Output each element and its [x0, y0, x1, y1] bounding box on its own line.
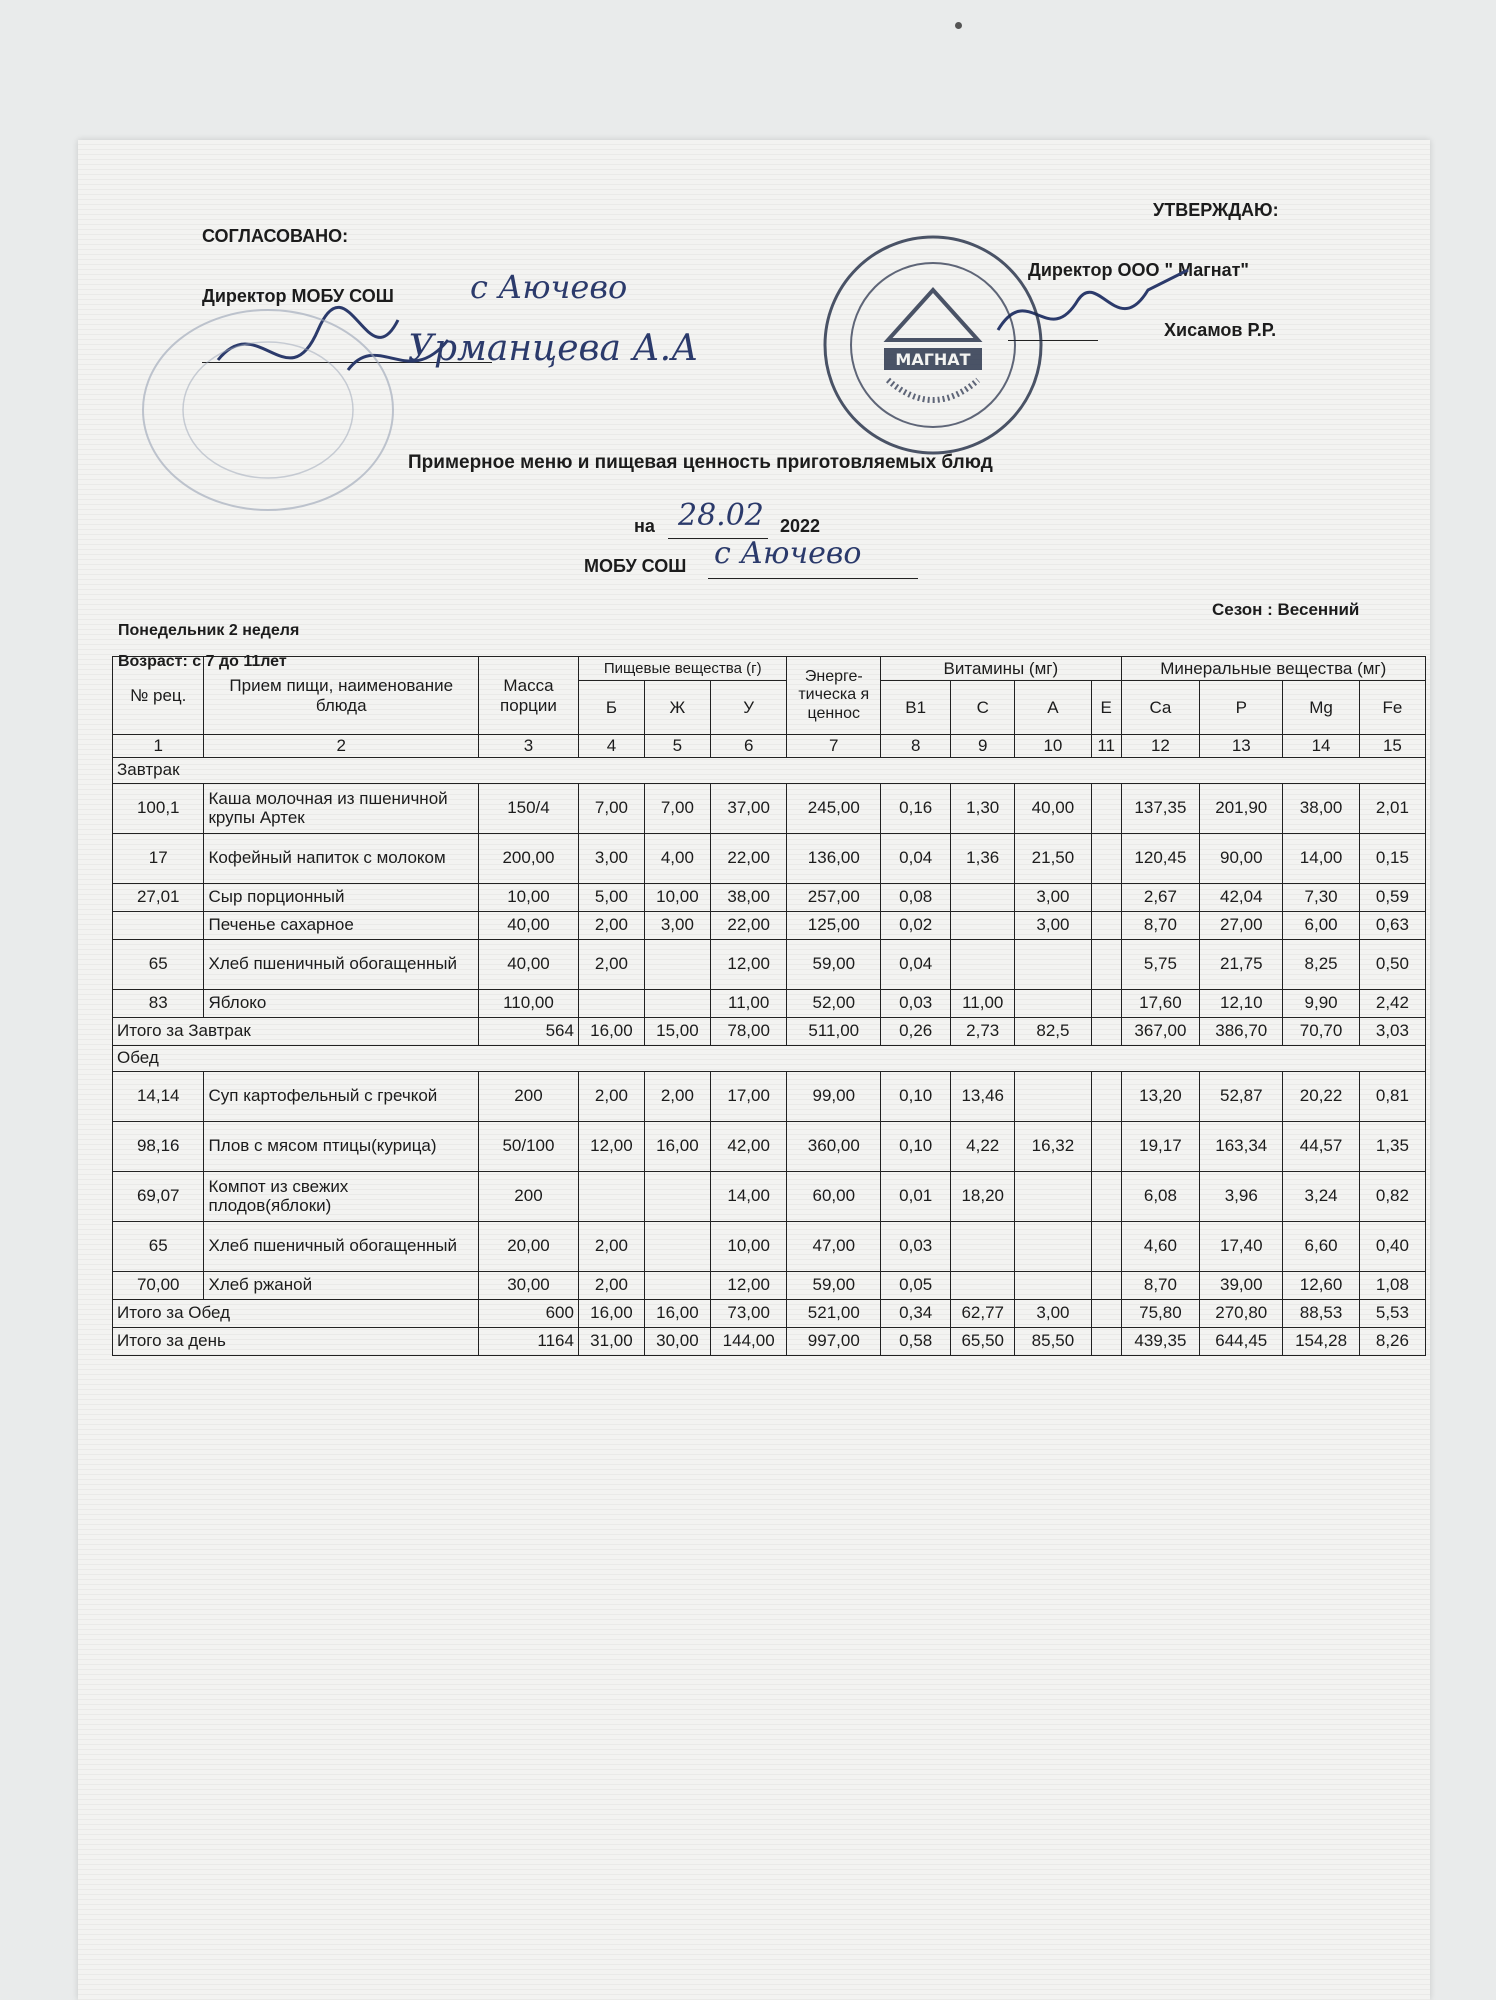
- approve-position: Директор ООО " Магнат": [1028, 260, 1249, 280]
- total-cell: 78,00: [710, 1017, 787, 1045]
- table-cell: 12,10: [1200, 989, 1283, 1017]
- table-cell: 3,00: [1015, 883, 1092, 911]
- table-row: [113, 1071, 1426, 1121]
- total-cell: 600: [478, 1299, 578, 1327]
- table-cell: 0,82: [1359, 1171, 1425, 1221]
- camera-speck: [955, 22, 962, 29]
- column-number: 10: [1015, 735, 1092, 758]
- table-cell: [1015, 1271, 1092, 1299]
- table-cell: 4,00: [644, 833, 710, 883]
- total-cell: 70,70: [1283, 1017, 1360, 1045]
- table-cell: [578, 1171, 644, 1221]
- header-sub: С: [951, 681, 1015, 735]
- section-row: [113, 757, 1426, 783]
- table-cell: 3,24: [1283, 1171, 1360, 1221]
- table-cell: [644, 1271, 710, 1299]
- table-row: [113, 989, 1426, 1017]
- total-cell: 15,00: [644, 1017, 710, 1045]
- company-stamp: [818, 230, 1048, 460]
- table-cell: 12,00: [578, 1121, 644, 1171]
- table-cell: [951, 1271, 1015, 1299]
- table-cell: 0,63: [1359, 911, 1425, 939]
- table-row: [113, 1171, 1426, 1221]
- total-cell: 16,00: [644, 1299, 710, 1327]
- table-cell: 21,50: [1015, 833, 1092, 883]
- day-total-cell: 644,45: [1200, 1327, 1283, 1355]
- column-number: 13: [1200, 735, 1283, 758]
- table-cell: 7,30: [1283, 883, 1360, 911]
- total-cell: 16,00: [578, 1299, 644, 1327]
- day-total-label: Итого за день: [113, 1327, 479, 1355]
- document-title: Примерное меню и пищевая ценность приготовляемых блюд: [408, 452, 993, 473]
- header-portion: Масса порции: [478, 657, 578, 735]
- school-line: [708, 578, 918, 579]
- table-row: [113, 911, 1426, 939]
- table-cell: 0,50: [1359, 939, 1425, 989]
- table-cell: [1015, 939, 1092, 989]
- table-cell: 98,16: [113, 1121, 204, 1171]
- day-total-cell: 144,00: [710, 1327, 787, 1355]
- table-cell: [1015, 1171, 1092, 1221]
- total-cell: 386,70: [1200, 1017, 1283, 1045]
- table-cell: 120,45: [1121, 833, 1200, 883]
- header-sub: Mg: [1283, 681, 1360, 735]
- table-cell: [1091, 1171, 1121, 1221]
- table-cell: 0,04: [881, 833, 951, 883]
- column-number: 4: [578, 735, 644, 758]
- table-cell: 5,75: [1121, 939, 1200, 989]
- table-cell: 11,00: [710, 989, 787, 1017]
- table-cell: 2,67: [1121, 883, 1200, 911]
- table-cell: 27,00: [1200, 911, 1283, 939]
- table-cell: 2,01: [1359, 783, 1425, 833]
- table-cell: 0,10: [881, 1121, 951, 1171]
- day-total-row: [113, 1327, 1426, 1355]
- table-cell: [951, 883, 1015, 911]
- table-cell: 69,07: [113, 1171, 204, 1221]
- table-row: [113, 1271, 1426, 1299]
- day-label: Понедельник 2 неделя: [118, 622, 300, 639]
- table-cell: [1091, 1221, 1121, 1271]
- table-cell: 163,34: [1200, 1121, 1283, 1171]
- total-cell: 75,80: [1121, 1299, 1200, 1327]
- table-cell: 70,00: [113, 1271, 204, 1299]
- table-cell: 38,00: [1283, 783, 1360, 833]
- column-number: 15: [1359, 735, 1425, 758]
- table-cell: 0,40: [1359, 1221, 1425, 1271]
- table-cell: 125,00: [787, 911, 881, 939]
- table-cell: 110,00: [478, 989, 578, 1017]
- table-row: [113, 1221, 1426, 1271]
- header-meal-name: Прием пищи, наименование блюда: [204, 657, 478, 735]
- table-cell: 9,90: [1283, 989, 1360, 1017]
- total-cell: 88,53: [1283, 1299, 1360, 1327]
- table-cell: 6,60: [1283, 1221, 1360, 1271]
- total-cell: 16,00: [578, 1017, 644, 1045]
- dish-name-cell: Хлеб ржаной: [204, 1271, 478, 1299]
- table-cell: 3,00: [578, 833, 644, 883]
- table-cell: [1015, 1221, 1092, 1271]
- table-cell: 1,30: [951, 783, 1015, 833]
- table-cell: 3,96: [1200, 1171, 1283, 1221]
- total-cell: 367,00: [1121, 1017, 1200, 1045]
- table-cell: 22,00: [710, 833, 787, 883]
- table-cell: 257,00: [787, 883, 881, 911]
- total-cell: 511,00: [787, 1017, 881, 1045]
- table-cell: 52,87: [1200, 1071, 1283, 1121]
- header-sub: Е: [1091, 681, 1121, 735]
- column-number: 11: [1091, 735, 1121, 758]
- table-row: [113, 833, 1426, 883]
- table-cell: 2,00: [578, 1221, 644, 1271]
- header-sub: Fe: [1359, 681, 1425, 735]
- age-label: Возраст: с 7 до 11лет: [118, 653, 287, 670]
- table-cell: 65: [113, 939, 204, 989]
- table-cell: [1015, 989, 1092, 1017]
- day-total-cell: [1091, 1327, 1121, 1355]
- total-cell: 3,00: [1015, 1299, 1092, 1327]
- dish-name-cell: Яблоко: [204, 989, 478, 1017]
- table-cell: 12,00: [710, 939, 787, 989]
- total-label: Итого за Обед: [113, 1299, 479, 1327]
- dish-name-cell: Суп картофельный с гречкой: [204, 1071, 478, 1121]
- table-cell: 1,35: [1359, 1121, 1425, 1171]
- total-cell: 73,00: [710, 1299, 787, 1327]
- total-cell: 3,03: [1359, 1017, 1425, 1045]
- table-cell: 0,01: [881, 1171, 951, 1221]
- agreed-place-handwritten: с Аючево: [470, 268, 628, 306]
- table-cell: 90,00: [1200, 833, 1283, 883]
- day-total-cell: 997,00: [787, 1327, 881, 1355]
- table-cell: 200: [478, 1071, 578, 1121]
- table-cell: 6,00: [1283, 911, 1360, 939]
- day-total-cell: 65,50: [951, 1327, 1015, 1355]
- dish-name-cell: Хлеб пшеничный обогащенный: [204, 1221, 478, 1271]
- agreed-label: СОГЛАСОВАНО:: [202, 226, 349, 246]
- header-recipe-no: № рец.: [113, 657, 204, 735]
- table-cell: 360,00: [787, 1121, 881, 1171]
- table-cell: 5,00: [578, 883, 644, 911]
- table-cell: 27,01: [113, 883, 204, 911]
- dish-name-cell: Кофейный напиток с молоком: [204, 833, 478, 883]
- school-stamp: [138, 300, 398, 520]
- column-number: 5: [644, 735, 710, 758]
- table-cell: 30,00: [478, 1271, 578, 1299]
- day-total-cell: 0,58: [881, 1327, 951, 1355]
- table-cell: 38,00: [710, 883, 787, 911]
- school-handwritten: с Аючево: [714, 536, 862, 571]
- table-cell: [644, 989, 710, 1017]
- table-cell: [1091, 1121, 1121, 1171]
- column-number: 7: [787, 735, 881, 758]
- table-cell: 2,00: [578, 939, 644, 989]
- column-number: 9: [951, 735, 1015, 758]
- day-total-cell: 31,00: [578, 1327, 644, 1355]
- table-cell: 1,08: [1359, 1271, 1425, 1299]
- table-cell: 14,00: [710, 1171, 787, 1221]
- day-total-cell: 85,50: [1015, 1327, 1092, 1355]
- table-cell: 20,22: [1283, 1071, 1360, 1121]
- year: 2022: [780, 516, 821, 536]
- header-nutrients: Пищевые вещества (г): [578, 657, 787, 681]
- season-label: Сезон : Весенний: [1212, 600, 1360, 619]
- dish-name-cell: Хлеб пшеничный обогащенный: [204, 939, 478, 989]
- table-cell: 0,03: [881, 989, 951, 1017]
- school-label: МОБУ СОШ: [584, 556, 687, 576]
- table-cell: [1091, 1071, 1121, 1121]
- total-row: [113, 1017, 1426, 1045]
- total-cell: 564: [478, 1017, 578, 1045]
- table-cell: 39,00: [1200, 1271, 1283, 1299]
- total-cell: 0,26: [881, 1017, 951, 1045]
- table-cell: [113, 911, 204, 939]
- agreed-position: Директор МОБУ СОШ: [202, 286, 394, 306]
- table-cell: 10,00: [710, 1221, 787, 1271]
- column-number: 3: [478, 735, 578, 758]
- nutrition-table: [112, 656, 1426, 1356]
- table-cell: 200,00: [478, 833, 578, 883]
- day-total-cell: 1164: [478, 1327, 578, 1355]
- table-cell: 52,00: [787, 989, 881, 1017]
- table-cell: 0,16: [881, 783, 951, 833]
- header-sub: В1: [881, 681, 951, 735]
- table-row: [113, 783, 1426, 833]
- day-total-cell: 154,28: [1283, 1327, 1360, 1355]
- table-cell: 17: [113, 833, 204, 883]
- table-cell: 40,00: [1015, 783, 1092, 833]
- table-cell: 83: [113, 989, 204, 1017]
- dish-name-cell: Печенье сахарное: [204, 911, 478, 939]
- total-cell: 2,73: [951, 1017, 1015, 1045]
- table-cell: 13,20: [1121, 1071, 1200, 1121]
- table-cell: 0,05: [881, 1271, 951, 1299]
- column-number: 6: [710, 735, 787, 758]
- table-cell: 17,60: [1121, 989, 1200, 1017]
- day-total-cell: 439,35: [1121, 1327, 1200, 1355]
- approve-name: Хисамов Р.Р.: [1164, 320, 1277, 340]
- stamp-text: МАГНАТ: [895, 350, 971, 369]
- table-cell: 245,00: [787, 783, 881, 833]
- table-cell: 44,57: [1283, 1121, 1360, 1171]
- total-cell: 270,80: [1200, 1299, 1283, 1327]
- dish-name-cell: Каша молочная из пшеничной крупы Артек: [204, 783, 478, 833]
- column-number: 1: [113, 735, 204, 758]
- table-cell: 12,60: [1283, 1271, 1360, 1299]
- table-cell: 7,00: [644, 783, 710, 833]
- header-sub: Ж: [644, 681, 710, 735]
- total-cell: [1091, 1299, 1121, 1327]
- table-cell: 42,00: [710, 1121, 787, 1171]
- dish-name-cell: Сыр порционный: [204, 883, 478, 911]
- table-cell: 37,00: [710, 783, 787, 833]
- table-cell: 11,00: [951, 989, 1015, 1017]
- table-cell: 0,15: [1359, 833, 1425, 883]
- table-cell: 2,42: [1359, 989, 1425, 1017]
- table-cell: 100,1: [113, 783, 204, 833]
- table-cell: 42,04: [1200, 883, 1283, 911]
- date-prefix: на: [634, 516, 655, 536]
- table-cell: 17,40: [1200, 1221, 1283, 1271]
- table-row: [113, 1121, 1426, 1171]
- approve-label: УТВЕРЖДАЮ:: [1153, 200, 1279, 220]
- table-cell: 0,81: [1359, 1071, 1425, 1121]
- total-cell: 62,77: [951, 1299, 1015, 1327]
- dish-name-cell: Компот из свежих плодов(яблоки): [204, 1171, 478, 1221]
- table-cell: 40,00: [478, 911, 578, 939]
- total-row: [113, 1299, 1426, 1327]
- header-sub: У: [710, 681, 787, 735]
- table-cell: 21,75: [1200, 939, 1283, 989]
- table-cell: [951, 939, 1015, 989]
- table-cell: 3,00: [644, 911, 710, 939]
- table-row: [113, 939, 1426, 989]
- table-cell: [951, 911, 1015, 939]
- table-cell: [1091, 833, 1121, 883]
- table-cell: 7,00: [578, 783, 644, 833]
- section-row: [113, 1045, 1426, 1071]
- dish-name-cell: Плов с мясом птицы(курица): [204, 1121, 478, 1171]
- table-cell: [644, 1221, 710, 1271]
- table-cell: 12,00: [710, 1271, 787, 1299]
- table-cell: 4,22: [951, 1121, 1015, 1171]
- table-cell: 16,32: [1015, 1121, 1092, 1171]
- table-cell: 8,70: [1121, 911, 1200, 939]
- table-cell: 13,46: [951, 1071, 1015, 1121]
- table-cell: 14,14: [113, 1071, 204, 1121]
- table-cell: 200: [478, 1171, 578, 1221]
- table-cell: 3,00: [1015, 911, 1092, 939]
- total-label: Итого за Завтрак: [113, 1017, 479, 1045]
- table-cell: 40,00: [478, 939, 578, 989]
- total-cell: 5,53: [1359, 1299, 1425, 1327]
- table-cell: 18,20: [951, 1171, 1015, 1221]
- header-vitamins: Витамины (мг): [881, 657, 1121, 681]
- day-total-cell: 30,00: [644, 1327, 710, 1355]
- table-cell: 2,00: [578, 911, 644, 939]
- table-cell: [1091, 883, 1121, 911]
- table-cell: 59,00: [787, 939, 881, 989]
- table-cell: 4,60: [1121, 1221, 1200, 1271]
- table-cell: 2,00: [578, 1271, 644, 1299]
- table-cell: 6,08: [1121, 1171, 1200, 1221]
- table-cell: 0,04: [881, 939, 951, 989]
- column-number: 2: [204, 735, 478, 758]
- table-cell: [1091, 939, 1121, 989]
- table-cell: [1091, 783, 1121, 833]
- table-cell: [1091, 989, 1121, 1017]
- table-cell: 47,00: [787, 1221, 881, 1271]
- table-row: [113, 883, 1426, 911]
- table-cell: 2,00: [644, 1071, 710, 1121]
- table-cell: 17,00: [710, 1071, 787, 1121]
- table-cell: 8,70: [1121, 1271, 1200, 1299]
- table-cell: 0,59: [1359, 883, 1425, 911]
- table-cell: 2,00: [578, 1071, 644, 1121]
- table-cell: [578, 989, 644, 1017]
- header-sub: Б: [578, 681, 644, 735]
- table-cell: 201,90: [1200, 783, 1283, 833]
- date-handwritten: 28.02: [678, 498, 764, 533]
- table-cell: 19,17: [1121, 1121, 1200, 1171]
- header-sub: А: [1015, 681, 1092, 735]
- section-title: Завтрак: [113, 757, 1426, 783]
- table-cell: 60,00: [787, 1171, 881, 1221]
- column-number: 8: [881, 735, 951, 758]
- header-sub: P: [1200, 681, 1283, 735]
- table-cell: [1015, 1071, 1092, 1121]
- table-cell: 20,00: [478, 1221, 578, 1271]
- day-total-cell: 8,26: [1359, 1327, 1425, 1355]
- table-cell: [644, 1171, 710, 1221]
- header-energy: Энерге-тическа я ценнос: [787, 657, 881, 735]
- table-cell: 50/100: [478, 1121, 578, 1171]
- table-cell: [644, 939, 710, 989]
- total-cell: 521,00: [787, 1299, 881, 1327]
- table-cell: 0,03: [881, 1221, 951, 1271]
- table-cell: 16,00: [644, 1121, 710, 1171]
- table-cell: 0,10: [881, 1071, 951, 1121]
- table-cell: 10,00: [644, 883, 710, 911]
- column-number: 12: [1121, 735, 1200, 758]
- table-cell: 22,00: [710, 911, 787, 939]
- total-cell: 0,34: [881, 1299, 951, 1327]
- table-cell: [951, 1221, 1015, 1271]
- table-cell: 136,00: [787, 833, 881, 883]
- header-minerals: Минеральные вещества (мг): [1121, 657, 1425, 681]
- table-cell: [1091, 911, 1121, 939]
- header-sub: Ca: [1121, 681, 1200, 735]
- table-cell: 8,25: [1283, 939, 1360, 989]
- section-title: Обед: [113, 1045, 1426, 1071]
- total-cell: [1091, 1017, 1121, 1045]
- table-cell: [1091, 1271, 1121, 1299]
- table-cell: 1,36: [951, 833, 1015, 883]
- table-cell: 65: [113, 1221, 204, 1271]
- table-cell: 59,00: [787, 1271, 881, 1299]
- table-cell: 10,00: [478, 883, 578, 911]
- column-number: 14: [1283, 735, 1360, 758]
- table-cell: 0,02: [881, 911, 951, 939]
- table-cell: 150/4: [478, 783, 578, 833]
- table-cell: 99,00: [787, 1071, 881, 1121]
- table-cell: 0,08: [881, 883, 951, 911]
- total-cell: 82,5: [1015, 1017, 1092, 1045]
- agreed-signature-name: Урманцева А.А: [408, 328, 699, 369]
- table-cell: 14,00: [1283, 833, 1360, 883]
- table-cell: 137,35: [1121, 783, 1200, 833]
